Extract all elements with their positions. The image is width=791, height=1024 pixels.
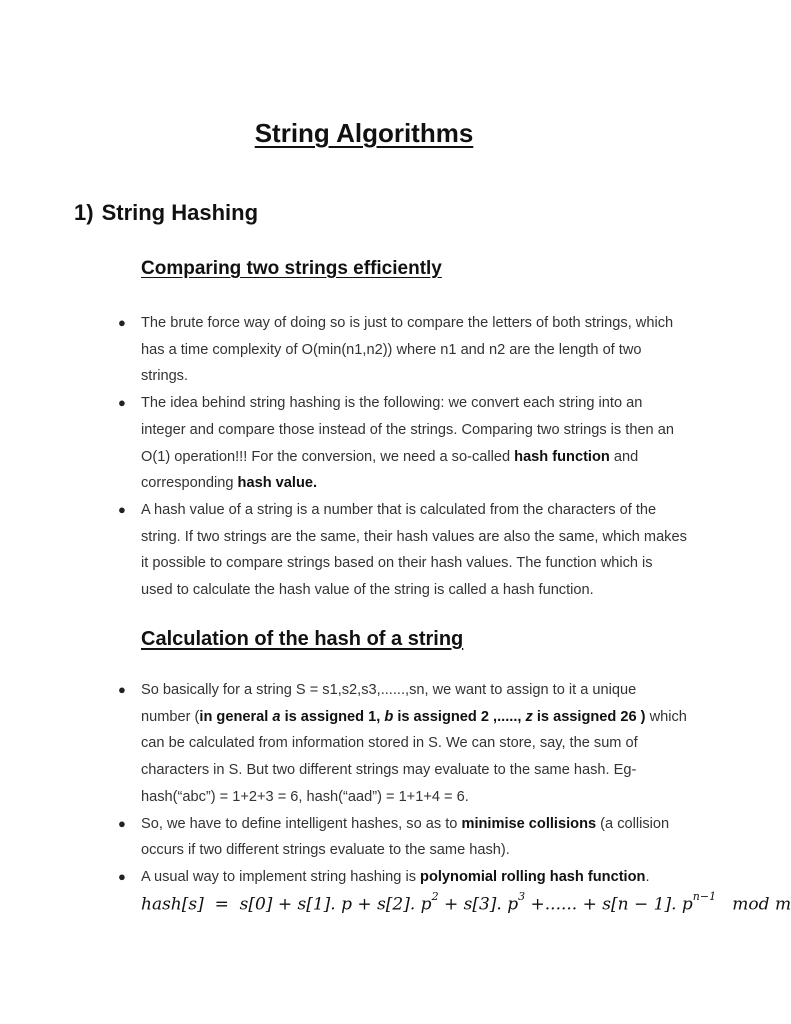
formula-term-3: s[3]. p [463, 894, 519, 915]
bullet-text-emphasis: b [384, 708, 394, 725]
formula-equals: = [214, 894, 229, 915]
bullet-text: and corresponding [141, 448, 639, 492]
page-title: String Algorithms [254, 118, 474, 148]
bullet-text-emphasis: a [272, 708, 281, 725]
hash-formula [141, 890, 791, 915]
formula-term-2: s[2]. p [377, 894, 432, 915]
list-item [0, 864, 768, 891]
bullet-text-bold [526, 709, 533, 725]
bullet-text-bold: polynomial rolling hash function [420, 868, 646, 885]
bullet-text: The brute force way of doing so is just to compare the letters of both strings, which has a time complexity of O(min(n1,n2)) where n1 and n2 are the length of two strings. [141, 315, 674, 385]
bullet-text: So, we have to define intelligent hashes, so as to [141, 815, 462, 832]
bullet-icon: ● [118, 315, 126, 330]
bullet-icon: ● [118, 682, 126, 697]
bullet-text-bold: is assigned 1, [280, 708, 385, 725]
bullet-text: (a collision occurs if two different strings evaluate to the same hash). [141, 815, 670, 859]
list-item [0, 497, 768, 604]
bullet-icon: ● [118, 868, 126, 884]
bullet-text-bold [384, 709, 393, 725]
bullet-icon: ● [118, 815, 126, 831]
list-item [0, 811, 768, 864]
formula-plus-1: + [277, 894, 293, 915]
bullet-text-bold: is assigned 26 ) [532, 708, 646, 725]
formula-term-0: s[0] [239, 894, 273, 915]
bullet-text-bold: is assigned 2 ,....., [393, 708, 526, 725]
bullet-text: A usual way to implement string hashing is [141, 868, 421, 885]
formula-plus-2: + [357, 894, 372, 915]
formula-exp-2: 2 [431, 890, 439, 903]
formula-exp-3: 3 [518, 890, 526, 903]
bullet-text-bold: minimise collisions [461, 815, 597, 832]
bullet-text-emphasis: z [525, 708, 533, 725]
formula-term-n: s[n − 1]. p [602, 894, 693, 915]
formula-lhs: hash[s] [141, 894, 204, 915]
bullet-icon: ● [118, 501, 126, 517]
bullet-text: which can be calculated from information stored in S. We can store, say, the sum of characters in S. But two different strings may evaluate to the same hash. Eg- hash(“abc”) = 1+2+3 = 6, hash(“aad”) = 1+1+4 = 6. [141, 708, 687, 805]
bullet-text-bold: hash function [514, 448, 610, 465]
bullet-text-bold: hash value. [237, 475, 318, 492]
bullet-text-bold: in general [199, 708, 273, 725]
bullet-list-calculation [0, 677, 768, 891]
formula-dots: +...... + [530, 894, 597, 915]
bullet-list-comparing [0, 310, 768, 604]
formula-mod: mod m [732, 894, 791, 915]
bullet-text: A hash value of a string is a number that is calculated from the characters of the string. If two strings are the same, their hash values are also the same, which makes it possible to compare strings based on their hash values. The function which is used to calculate the hash value of the string is called a hash function. [141, 501, 687, 599]
bullet-text-bold [272, 709, 280, 725]
formula-term-1: s[1]. p [297, 894, 352, 915]
bullet-text: So basically for a string S = s1,s2,s3,......,sn, we want to assign to it a unique number ( [141, 682, 637, 725]
bullet-text: The idea behind string hashing is the following: we convert each string into an integer and compare those instead of the strings. Comparing two strings is then an O(1) operation!!! For the conversion, we need a so-called [141, 395, 674, 465]
section-number: 1) [74, 200, 94, 225]
section-title: String Hashing [101, 200, 259, 225]
list-item [0, 677, 768, 811]
subsection-heading-comparing: Comparing two strings efficiently [141, 258, 442, 279]
bullet-icon: ● [118, 395, 126, 411]
formula-plus-3: + [443, 894, 459, 915]
list-item [0, 390, 768, 497]
formula-exp-n: n−1 [692, 890, 717, 903]
bullet-text: . [645, 868, 650, 885]
section-heading [74, 200, 258, 226]
subsection-heading-calculation: Calculation of the hash of a string [141, 628, 464, 650]
list-item [0, 310, 768, 390]
